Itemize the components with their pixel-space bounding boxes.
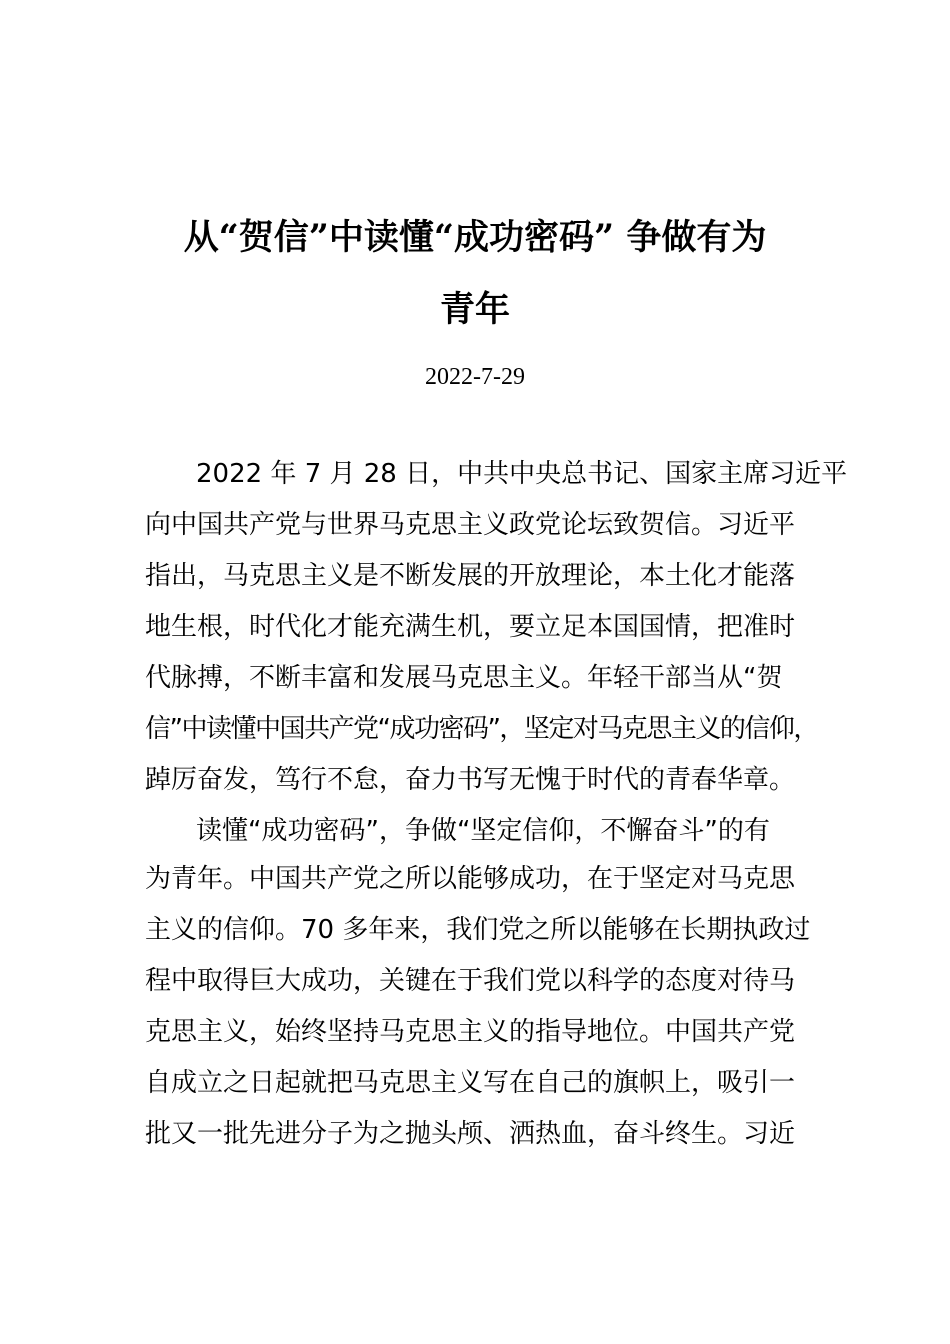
paragraph-line: 程中取得巨大成功，关键在于我们党以科学的态度对待马 (145, 966, 796, 996)
paragraph-line: 踔厉奋发，笃行不怠，奋力书写无愧于时代的青春华章。 (145, 765, 796, 795)
paragraph-line: 代脉搏，不断丰富和发展马克思主义。年轻干部当从“贺 (145, 663, 783, 693)
paragraph-line: 向中国共产党与世界马克思主义政党论坛致贺信。习近平 (145, 510, 796, 540)
paragraph-line: 读懂“成功密码”，争做“坚定信仰，不懈奋斗”的有 (196, 816, 770, 846)
paragraph-line: 信”中读懂中国共产党“成功密码”，坚定对马克思主义的信仰， (145, 714, 818, 744)
paragraph-line: 指出，马克思主义是不断发展的开放理论，本土化才能落 (145, 561, 796, 591)
paragraph-line: 克思主义，始终坚持马克思主义的指导地位。中国共产党 (145, 1017, 796, 1047)
document-title-line-2: 青年 (439, 289, 510, 330)
document-title-line-1: 从“贺信”中读懂“成功密码” 争做有为 (183, 217, 767, 258)
paragraph-line: 自成立之日起就把马克思主义写在自己的旗帜上，吸引一 (145, 1068, 796, 1098)
paragraph-line: 批又一批先进分子为之抛头颅、洒热血，奋斗终生。习近 (145, 1119, 796, 1149)
paragraph-line: 为青年。中国共产党之所以能够成功，在于坚定对马克思 (145, 864, 796, 894)
document-date: 2022-7-29 (425, 364, 525, 390)
paragraph-line: 地生根，时代化才能充满生机，要立足本国国情，把准时 (145, 612, 796, 642)
paragraph-line: 主义的信仰。70 多年来，我们党之所以能够在长期执政过 (145, 915, 811, 945)
paragraph-line: 2022 年 7 月 28 日，中共中央总书记、国家主席习近平 (196, 459, 848, 489)
